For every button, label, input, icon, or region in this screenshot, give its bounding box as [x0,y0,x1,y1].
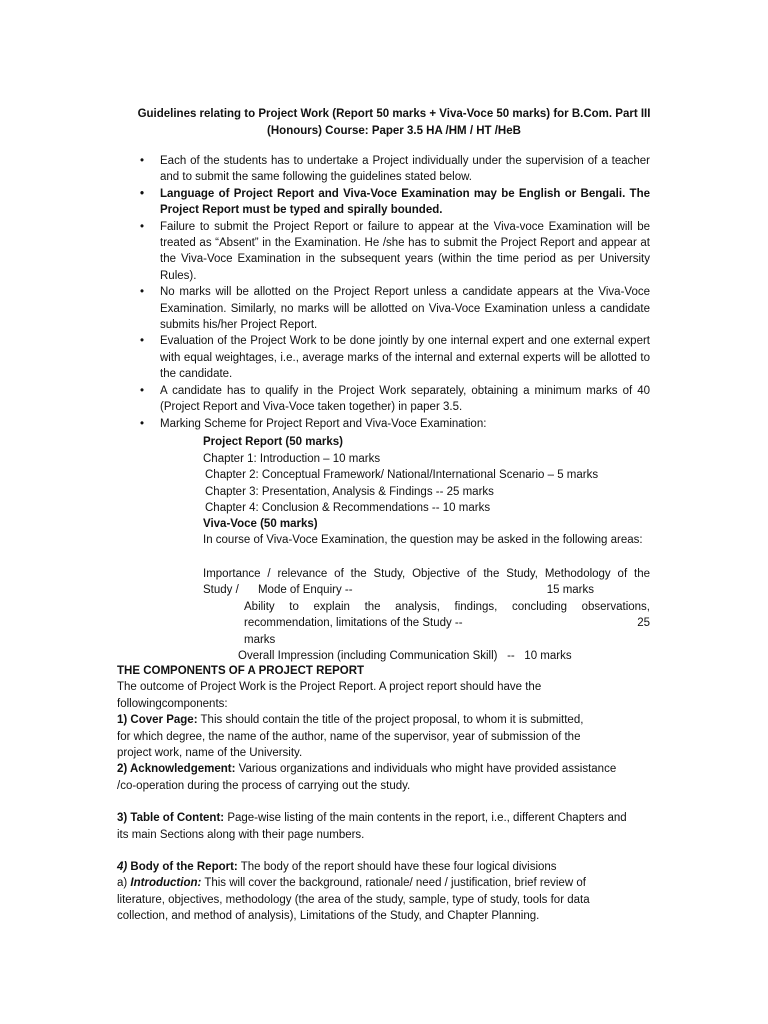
chapter-3: Chapter 3: Presentation, Analysis & Findings -- 25 marks [205,486,494,498]
chapter-2: Chapter 2: Conceptual Framework/ National/International Scenario – 5 marks [205,469,599,481]
guideline-item: • A candidate has to qualify in the Project Work separately, obtaining a minimum marks of 40 (Project Report and Viva-Voce taken together) in paper 3.5. [160,383,650,416]
body-label-number: 4) [117,861,128,874]
acknowledgement-item: 2) Acknowledgement: Various organizations and individuals who might have provided assistance /co-operation during the process of carrying out the study. [117,763,617,792]
importance-item [203,566,650,599]
guideline-item: • No marks will be allotted on the Project Report unless a candidate appears at the Viva-Voce Examination. Similarly, no marks will be allotted on Viva-Voce Examination unless a candidate submits his/her Project Report. [160,284,650,333]
ability-item [244,599,650,648]
importance-label: Study / Mode of Enquiry -- [203,584,353,597]
body-of-report-item: 4) Body of the Report: The body of the report should have these four logical divisions a) Introduction: This will cover the background, rationale/ need / justification, brief review of literature, objectives, methodology (the area of the study, sample, type of study, tools for data collection, and method of analysis), Limitations of the Study, and Chapter Planning. [117,861,590,923]
chapter-4: Chapter 4: Conclusion & Recommendations -- 10 marks [205,502,491,514]
acknowledgement-label: 2) Acknowledgement: [117,763,236,776]
guidelines-list [160,153,650,432]
ability-label: recommendation, limitations of the Study -- [244,617,463,630]
body-of-report-label: Body of the Report: [127,861,238,874]
ability-marks: 25 [637,617,650,630]
viva-voce-heading: Viva-Voce (50 marks) [203,518,318,530]
importance-line-2 [203,582,650,598]
cover-page-label: 1) Cover Page: [117,714,198,727]
guideline-item: • Each of the students has to undertake a Project individually under the supervision of a teacher and to submit the same following the guidelines stated below. [160,153,650,186]
viva-voce-intro: In course of Viva-Voce Examination, the question may be asked in the following areas: [203,534,643,546]
cover-page-item: 1) Cover Page: This should contain the title of the project proposal, to whom it is submitted, for which degree, the name of the author, name of the supervisor, year of submission of the project work, name of the University. [117,714,584,760]
guideline-item: • Failure to submit the Project Report or failure to appear at the Viva-voce Examination will be treated as “Absent” in the Examination. He /she has to submit the Project Report and appear at the Viva-Voce Examination in the subsequent years (within the time period as per University Rules). [160,219,650,285]
guideline-item: • Evaluation of the Project Work to be done jointly by one internal expert and one external expert with equal weightages, i.e., average marks of the internal and external experts will be allotted to the candidate. [160,333,650,382]
guideline-item: • Marking Scheme for Project Report and Viva-Voce Examination: [160,416,650,432]
components-section [117,663,657,925]
title-line-2: (Honours) Course: Paper 3.5 HA /HM / HT /HeB [267,125,521,137]
components-heading: THE COMPONENTS OF A PROJECT REPORT [117,665,365,677]
title-line-1: Guidelines relating to Project Work (Report 50 marks + Viva-Voce 50 marks) for B.Com. Part III [137,108,651,120]
project-report-heading: Project Report (50 marks) [203,436,343,448]
guideline-item: • Language of Project Report and Viva-Voce Examination may be English or Bengali. The Project Report must be typed and spirally bounded. [160,186,650,219]
table-of-content-label: 3) Table of Content: [117,812,225,825]
importance-line-1: Importance / relevance of the Study, Objective of the Study, Methodology of the [203,568,650,580]
introduction-label: Introduction: [130,877,202,890]
document-title [120,106,668,140]
ability-line-3: marks [244,633,276,646]
ability-line-1: Ability to explain the analysis, findings, concluding observations, [244,601,650,613]
chapter-1: Chapter 1: Introduction – 10 marks [203,453,381,465]
table-of-content-item: 3) Table of Content: Page-wise listing of the main contents in the report, i.e., different Chapters and its main Sections along with their page numbers. [117,812,627,841]
ability-line-2 [244,615,650,631]
components-intro: The outcome of Project Work is the Project Report. A project report should have the followingcomponents: [117,681,542,710]
importance-marks: 15 marks [546,584,594,597]
overall-impression: Overall Impression (including Communication Skill) -- 10 marks [238,650,572,662]
